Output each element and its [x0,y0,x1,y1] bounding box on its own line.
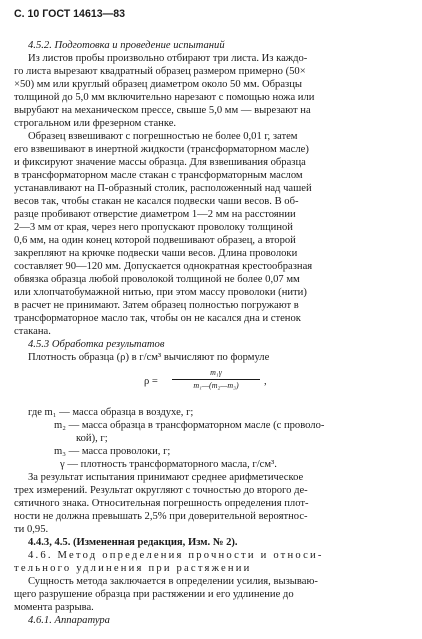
paragraph-line: 0,6 мм, на один конец которой подвешивают образец, а второй [14,235,296,246]
paragraph-line: в трансформаторном масле стакан с трансформаторным маслом [14,170,303,181]
legend-line: m₃ — масса проволоки, г; [54,446,171,457]
paragraph-line: го листа вырезают квадратный образец размером примерно (50× [14,66,306,77]
paragraph-line: и фиксируют значение массы образца. Для взвешивания образца [14,157,306,168]
paragraph-line: закрепляют на крючке подвески чаши весов. Длина проволоки [14,248,298,259]
paragraph-line: ×50) мм или круглый образец диаметром около 50 мм. Образцы [14,79,303,90]
paragraph-line: момента разрыва. [14,602,94,613]
fraction-bar [172,379,260,380]
paragraph-line: его взвешивают в инертной жидкости (трансформаторном масле) [14,144,309,155]
density-formula [144,368,304,398]
section-heading: 4.6. Метод определения прочности и относи- [28,550,324,561]
paragraph-line: Сущность метода заключается в определении усилия, вызываю- [28,576,318,587]
paragraph-line: ности не должна превышать 2,5% при доверительной вероятнос- [14,511,308,522]
legend-line: где m₁ — масса образца в воздухе, г; [28,407,194,418]
paragraph-line: 2—3 мм от края, через него пропускают проволоку толщиной [14,222,293,233]
amendment-note: 4.4.3, 4.5. (Измененная редакция, Изм. № 2). [28,537,238,548]
legend-line: кой), г; [76,433,108,444]
paragraph-line: весов так, чтобы стакан не касался подвески чаши весов. В об- [14,196,299,207]
formula-fraction [172,368,260,391]
paragraph-line: щего разрушение образца при растяжении и его удлинение до [14,589,294,600]
paragraph-line: Из листов пробы произвольно отбирают три листа. Из каждо- [28,53,308,64]
paragraph-line: составляет 90—120 мм. Допускается однократная крестообразная [14,261,313,272]
paragraph-line: строгальном или фрезерном станке. [14,118,177,129]
section-heading: тельного удлинения при растяжении [14,563,252,574]
formula-denominator: m₁—(m₂—m₃) [193,381,239,390]
paragraph-line: Плотность образца (ρ) в г/см³ вычисляют по формуле [28,352,270,363]
page-header: С. 10 ГОСТ 14613—83 [14,8,126,20]
paragraph-line: ти 0,95. [14,524,49,535]
section-heading: 4.5.2. Подготовка и проведение испытаний [28,40,225,51]
paragraph-line: стакана. [14,326,51,337]
paragraph-line: обвязка образца любой проволокой толщиной не более 0,07 мм [14,274,300,285]
paragraph-line: разце пробивают отверстие диаметром 1—2 мм на расстоянии [14,209,296,220]
paragraph-line: или хлопчатобумажной нитью, при этом массу проволоки (нити) [14,287,307,298]
formula-trail: , [264,376,267,387]
legend-line: m₂ — масса образца в трансформаторном масле (с проволо- [54,420,325,431]
legend-line: γ — плотность трансформаторного масла, г/см³. [60,459,277,470]
formula-lhs: ρ = [144,376,158,387]
section-heading: 4.6.1. Аппаратура [28,615,110,626]
paragraph-line: трансформаторное масло так, чтобы он не касался дна и стенок [14,313,301,324]
paragraph-line: Образец взвешивают с погрешностью не более 0,01 г, затем [28,131,298,142]
section-heading: 4.5.3 Обработка результатов [28,339,165,350]
paragraph-line: устанавливают на П-образный столик, расположенный над чашей [14,183,312,194]
paragraph-line: толщиной до 5,0 мм включительно нарезают с помощью ножа или [14,92,315,103]
paragraph-line: в расчет не принимают. Затем образец полностью погружают в [14,300,299,311]
formula-numerator: m₁γ [210,368,222,377]
paragraph-line: вырубают на механическом прессе, свыше 5,0 мм — вырезают на [14,105,311,116]
paragraph-line: сятичного знака. Относительная погрешность определения плот- [14,498,309,509]
paragraph-line: трех измерений. Результат округляют с точностью до второго де- [14,485,308,496]
paragraph-line: За результат испытания принимают среднее арифметическое [28,472,304,483]
